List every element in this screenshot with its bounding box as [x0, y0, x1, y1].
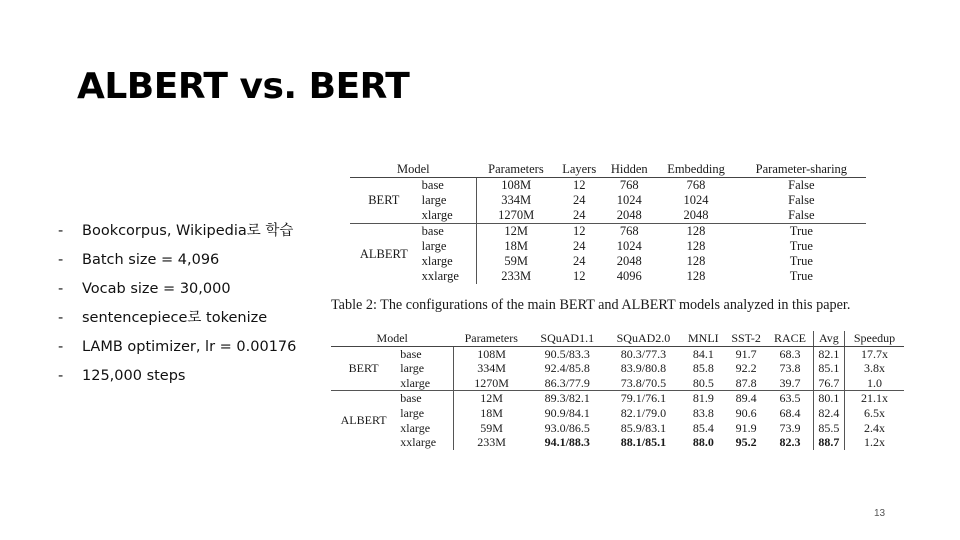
- cell: 91.7: [735, 346, 757, 361]
- size-cell: xxlarge: [400, 435, 437, 450]
- cell: 80.3/77.3: [620, 346, 667, 361]
- best-cell: 82.3: [779, 435, 801, 450]
- table-header-row: [350, 162, 866, 178]
- cell: 59M: [453, 421, 529, 436]
- cell: 24: [572, 239, 586, 253]
- table-row: [331, 361, 904, 376]
- best-cell: 88.0: [692, 435, 714, 450]
- cell: 79.1/76.1: [605, 391, 681, 406]
- cell: 92.4/85.8: [544, 361, 590, 376]
- cell: 1.0: [845, 376, 904, 391]
- cell: 85.4: [692, 420, 714, 435]
- table-row: [331, 435, 904, 450]
- page-number: 13: [874, 508, 886, 519]
- size-cell: large: [421, 193, 447, 207]
- cell: 12: [572, 178, 586, 192]
- table-row: [350, 254, 866, 269]
- cell: 2.4x: [845, 421, 904, 436]
- cell: 84.1: [692, 346, 714, 361]
- best-cell: 95.2: [735, 435, 757, 450]
- header-layers: Layers: [555, 162, 603, 178]
- bullet-text: Batch size = 4,096: [82, 252, 220, 268]
- size-cell: xlarge: [421, 208, 453, 222]
- cell: 3.8x: [845, 361, 904, 376]
- header-race: RACE: [767, 331, 813, 346]
- cell: 82.1: [813, 346, 844, 361]
- table-row: [331, 406, 904, 421]
- size-cell: xlarge: [400, 375, 431, 390]
- cell: 24: [572, 208, 586, 222]
- cell: 12: [555, 224, 603, 240]
- cell: 39.7: [779, 375, 801, 390]
- cell: True: [737, 224, 866, 240]
- cell: 90.5/83.3: [544, 346, 590, 361]
- bullet-text: Bookcorpus, Wikipedia로 학습: [82, 223, 294, 239]
- cell: 108M: [477, 178, 556, 194]
- cell: 82.4: [813, 406, 844, 421]
- cell: 12M: [453, 391, 529, 406]
- header-model: Model: [331, 331, 453, 346]
- cell: 12M: [477, 224, 556, 240]
- cell: 73.9: [779, 420, 801, 435]
- header-parameter-sharing: Parameter-sharing: [737, 162, 866, 178]
- cell: 92.2: [735, 361, 757, 376]
- cell: 108M: [453, 346, 529, 361]
- bullet-list: [58, 219, 296, 393]
- cell: 73.8/70.5: [620, 375, 667, 390]
- cell: 59M: [477, 254, 556, 269]
- size-cell: base: [400, 346, 422, 361]
- table-row: [350, 178, 866, 194]
- cell: 86.3/77.9: [544, 375, 590, 390]
- cell: 63.5: [767, 391, 813, 406]
- bullet-text: sentencepiece로 tokenize: [82, 310, 268, 326]
- header-sst2: SST-2: [725, 331, 767, 346]
- cell: 80.1: [813, 391, 844, 406]
- best-cell: 88.1/85.1: [620, 435, 667, 450]
- cell: 1024: [616, 193, 642, 207]
- table-row: [331, 391, 904, 406]
- cell: 83.9/80.8: [620, 361, 667, 376]
- cell: 68.4: [779, 405, 801, 420]
- cell: 1.2x: [845, 435, 904, 450]
- header-squad20: SQuAD2.0: [605, 331, 681, 346]
- header-speedup: Speedup: [845, 331, 904, 346]
- cell: 128: [686, 269, 706, 283]
- header-model: Model: [350, 162, 477, 178]
- size-cell: xxlarge: [421, 269, 459, 283]
- cell: 1024: [616, 239, 642, 253]
- cell: False: [788, 178, 815, 192]
- best-cell: 94.1/88.3: [544, 435, 590, 450]
- cell: 89.4: [725, 391, 767, 406]
- cell: 1270M: [477, 208, 556, 224]
- model-group-label: BERT: [348, 361, 379, 376]
- cell: True: [789, 254, 813, 268]
- cell: True: [789, 269, 813, 283]
- cell: 24: [572, 193, 586, 207]
- size-cell: large: [421, 239, 447, 253]
- cell: 85.5: [813, 421, 844, 436]
- cell: 80.5: [692, 375, 714, 390]
- cell: 82.1/79.0: [620, 405, 667, 420]
- table-row: [350, 224, 866, 240]
- cell: 81.9: [682, 391, 726, 406]
- cell: 73.8: [779, 361, 801, 376]
- cell: 1270M: [453, 376, 529, 391]
- header-embedding: Embedding: [655, 162, 736, 178]
- best-cell: 88.7: [813, 435, 844, 450]
- bullet-text: 125,000 steps: [82, 368, 186, 384]
- header-mnli: MNLI: [682, 331, 726, 346]
- bullet-marker: -: [58, 310, 64, 326]
- size-cell: base: [396, 391, 453, 406]
- cell: 4096: [616, 269, 642, 283]
- cell: 90.9/84.1: [544, 405, 590, 420]
- cell: 90.6: [735, 405, 757, 420]
- cell: False: [788, 193, 815, 207]
- header-parameters: Parameters: [453, 331, 529, 346]
- bullet-item: [58, 306, 296, 335]
- bullet-marker: -: [58, 223, 64, 239]
- cell: 1024: [683, 193, 709, 207]
- bullet-text: Vocab size = 30,000: [82, 281, 231, 297]
- bullet-item: [58, 219, 296, 248]
- cell: 233M: [453, 435, 529, 450]
- cell: 334M: [453, 361, 529, 376]
- header-hidden: Hidden: [603, 162, 655, 178]
- cell: 768: [603, 224, 655, 240]
- cell: 17.7x: [845, 346, 904, 361]
- results-table: [331, 331, 904, 450]
- table-row: [331, 376, 904, 391]
- table-row: [350, 208, 866, 224]
- cell: False: [788, 208, 815, 222]
- cell: 68.3: [779, 346, 801, 361]
- cell: 128: [655, 224, 736, 240]
- cell: 87.8: [735, 375, 757, 390]
- cell: 21.1x: [845, 391, 904, 406]
- size-cell: large: [400, 405, 425, 420]
- bullet-marker: -: [58, 339, 64, 355]
- cell: 128: [686, 239, 706, 253]
- cell: 89.3/82.1: [529, 391, 605, 406]
- bullet-item: [58, 364, 296, 393]
- cell: 18M: [477, 239, 556, 254]
- bullet-item: [58, 248, 296, 277]
- config-table: [350, 162, 866, 284]
- size-cell: base: [421, 178, 444, 192]
- cell: 93.0/86.5: [544, 420, 590, 435]
- size-cell: base: [418, 224, 477, 240]
- size-cell: xlarge: [421, 254, 453, 268]
- cell: 85.8: [692, 361, 714, 376]
- cell: 233M: [477, 269, 556, 284]
- cell: 128: [686, 254, 706, 268]
- model-group-label: ALBERT: [350, 224, 418, 285]
- slide-title: ALBERT vs. BERT: [77, 66, 410, 107]
- cell: 91.9: [735, 420, 757, 435]
- model-group-label: ALBERT: [331, 391, 396, 450]
- bullet-item: [58, 335, 296, 364]
- table-row: [350, 239, 866, 254]
- cell: 2048: [616, 208, 642, 222]
- size-cell: large: [400, 361, 425, 376]
- cell: 18M: [453, 406, 529, 421]
- table-row: [350, 193, 866, 208]
- size-cell: xlarge: [400, 420, 431, 435]
- cell: 768: [619, 178, 639, 192]
- header-parameters: Parameters: [477, 162, 556, 178]
- bullet-marker: -: [58, 252, 64, 268]
- cell: 12: [572, 269, 586, 283]
- cell: 85.1: [813, 361, 844, 376]
- cell: 85.9/83.1: [620, 420, 667, 435]
- bullet-item: [58, 277, 296, 306]
- table-caption: Table 2: The configurations of the main BERT and ALBERT models analyzed in this paper.: [331, 297, 851, 313]
- header-avg: Avg: [813, 331, 844, 346]
- table-row: [350, 269, 866, 284]
- cell: True: [789, 239, 813, 253]
- table-row: [331, 346, 904, 361]
- cell: 2048: [683, 208, 709, 222]
- cell: 768: [686, 178, 706, 192]
- cell: 83.8: [692, 405, 714, 420]
- bullet-text: LAMB optimizer, lr = 0.00176: [82, 339, 297, 355]
- cell: 6.5x: [845, 406, 904, 421]
- cell: 76.7: [813, 376, 844, 391]
- bullet-marker: -: [58, 281, 64, 297]
- model-group-label: BERT: [368, 193, 400, 207]
- table-row: [331, 421, 904, 436]
- cell: 334M: [477, 193, 556, 208]
- header-squad11: SQuAD1.1: [529, 331, 605, 346]
- cell: 24: [572, 254, 586, 268]
- bullet-marker: -: [58, 368, 64, 384]
- cell: 2048: [616, 254, 642, 268]
- table-header-row: [331, 331, 904, 346]
